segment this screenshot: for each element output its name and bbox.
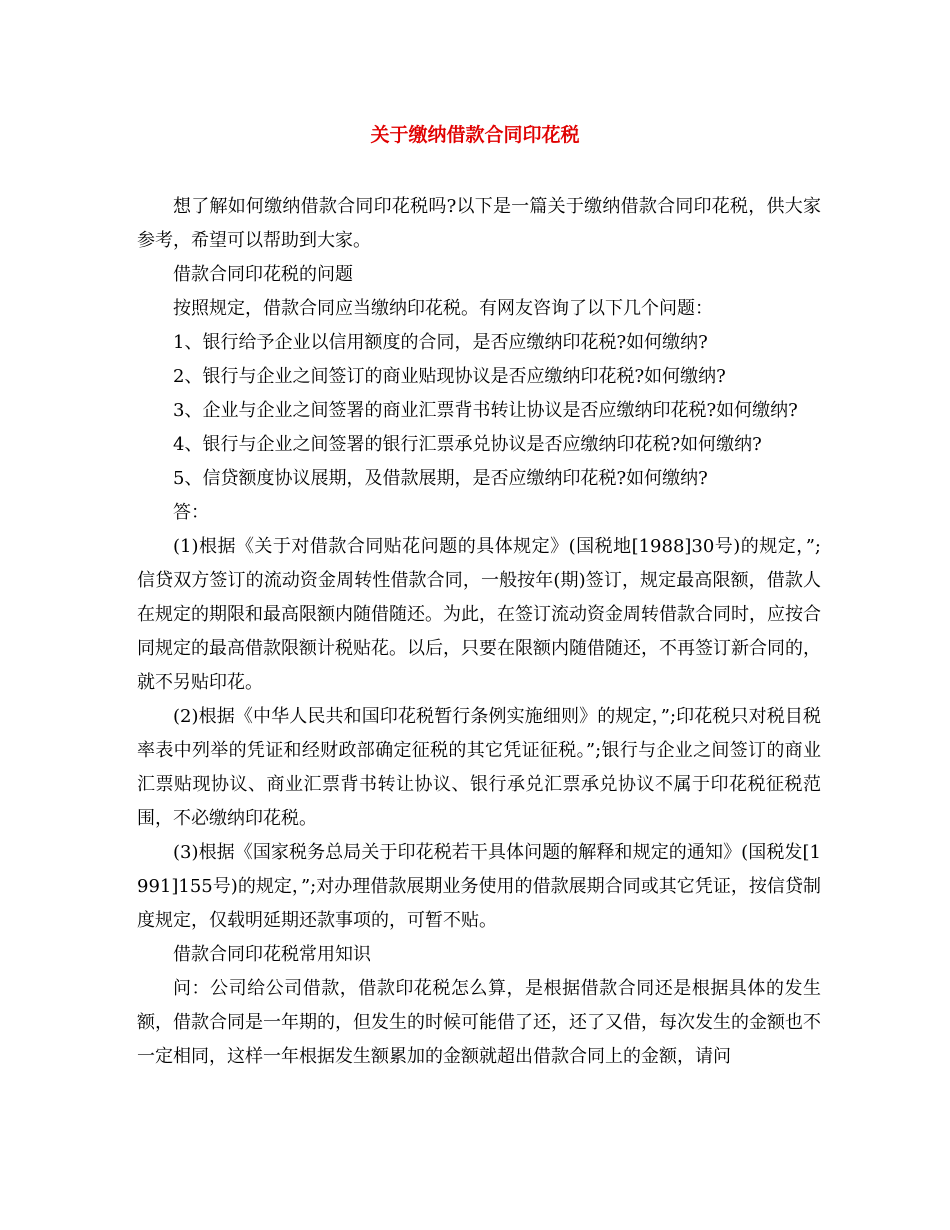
answer-label: 答： xyxy=(173,502,209,523)
question-item-1: 1、银行给予企业以信用额度的合同，是否应缴纳印花税?如何缴纳? xyxy=(173,332,708,353)
paragraph-regulation: 按照规定，借款合同应当缴纳印花税。有网友咨询了以下几个问题： xyxy=(173,298,713,319)
section-heading-knowledge: 借款合同印花税常用知识 xyxy=(173,944,371,965)
paragraph-question: 问：公司给公司借款，借款印花税怎么算，是根据借款合同还是根据具体的发生额，借款合同是一年期的，但发生的时候可能借了还，还了又借，每次发生的金额也不一定相同，这样一年根据发生额累加的金额就超出借款合同上的金额，请问 xyxy=(137,978,821,1067)
section-heading-problems: 借款合同印花税的问题 xyxy=(173,264,353,285)
question-item-3: 3、企业与企业之间签署的商业汇票背书转让协议是否应缴纳印花税?如何缴纳? xyxy=(173,400,798,421)
paragraph-intro: 想了解如何缴纳借款合同印花税吗?以下是一篇关于缴纳借款合同印花税，供大家参考，希望可以帮助到大家。 xyxy=(137,196,821,251)
question-item-5: 5、信贷额度协议展期，及借款展期，是否应缴纳印花税?如何缴纳? xyxy=(173,468,708,489)
answer-paragraph-1: (1)根据《关于对借款合同贴花问题的具体规定》(国税地[1988]30号)的规定，”;信贷双方签订的流动资金周转性借款合同，一般按年(期)签订，规定最高限额，借款人在规定的期限和最高限额内随借随还。为此，在签订流动资金周转借款合同时，应按合同规定的最高借款限额计税贴花。以后，只要在限额内随借随还，不再签订新合同的，就不另贴印花。 xyxy=(137,536,821,693)
answer-paragraph-2: (2)根据《中华人民共和国印花税暂行条例实施细则》的规定，”;印花税只对税目税率表中列举的凭证和经财政部确定征税的其它凭证征税。”;银行与企业之间签订的商业汇票贴现协议、商业汇票背书转让协议、银行承兑汇票承兑协议不属于印花税征税范围，不必缴纳印花税。 xyxy=(137,706,821,829)
question-item-4: 4、银行与企业之间签署的银行汇票承兑协议是否应缴纳印花税?如何缴纳? xyxy=(173,434,762,455)
document-title: 关于缴纳借款合同印花税 xyxy=(370,124,580,146)
answer-paragraph-3: (3)根据《国家税务总局关于印花税若干具体问题的解释和规定的通知》(国税发[1991]155号)的规定，”;对办理借款展期业务使用的借款展期合同或其它凭证，按信贷制度规定，仅载明延期还款事项的，可暂不贴。 xyxy=(137,842,821,931)
question-item-2: 2、银行与企业之间签订的商业贴现协议是否应缴纳印花税?如何缴纳? xyxy=(173,366,726,387)
document-body xyxy=(137,190,821,1074)
